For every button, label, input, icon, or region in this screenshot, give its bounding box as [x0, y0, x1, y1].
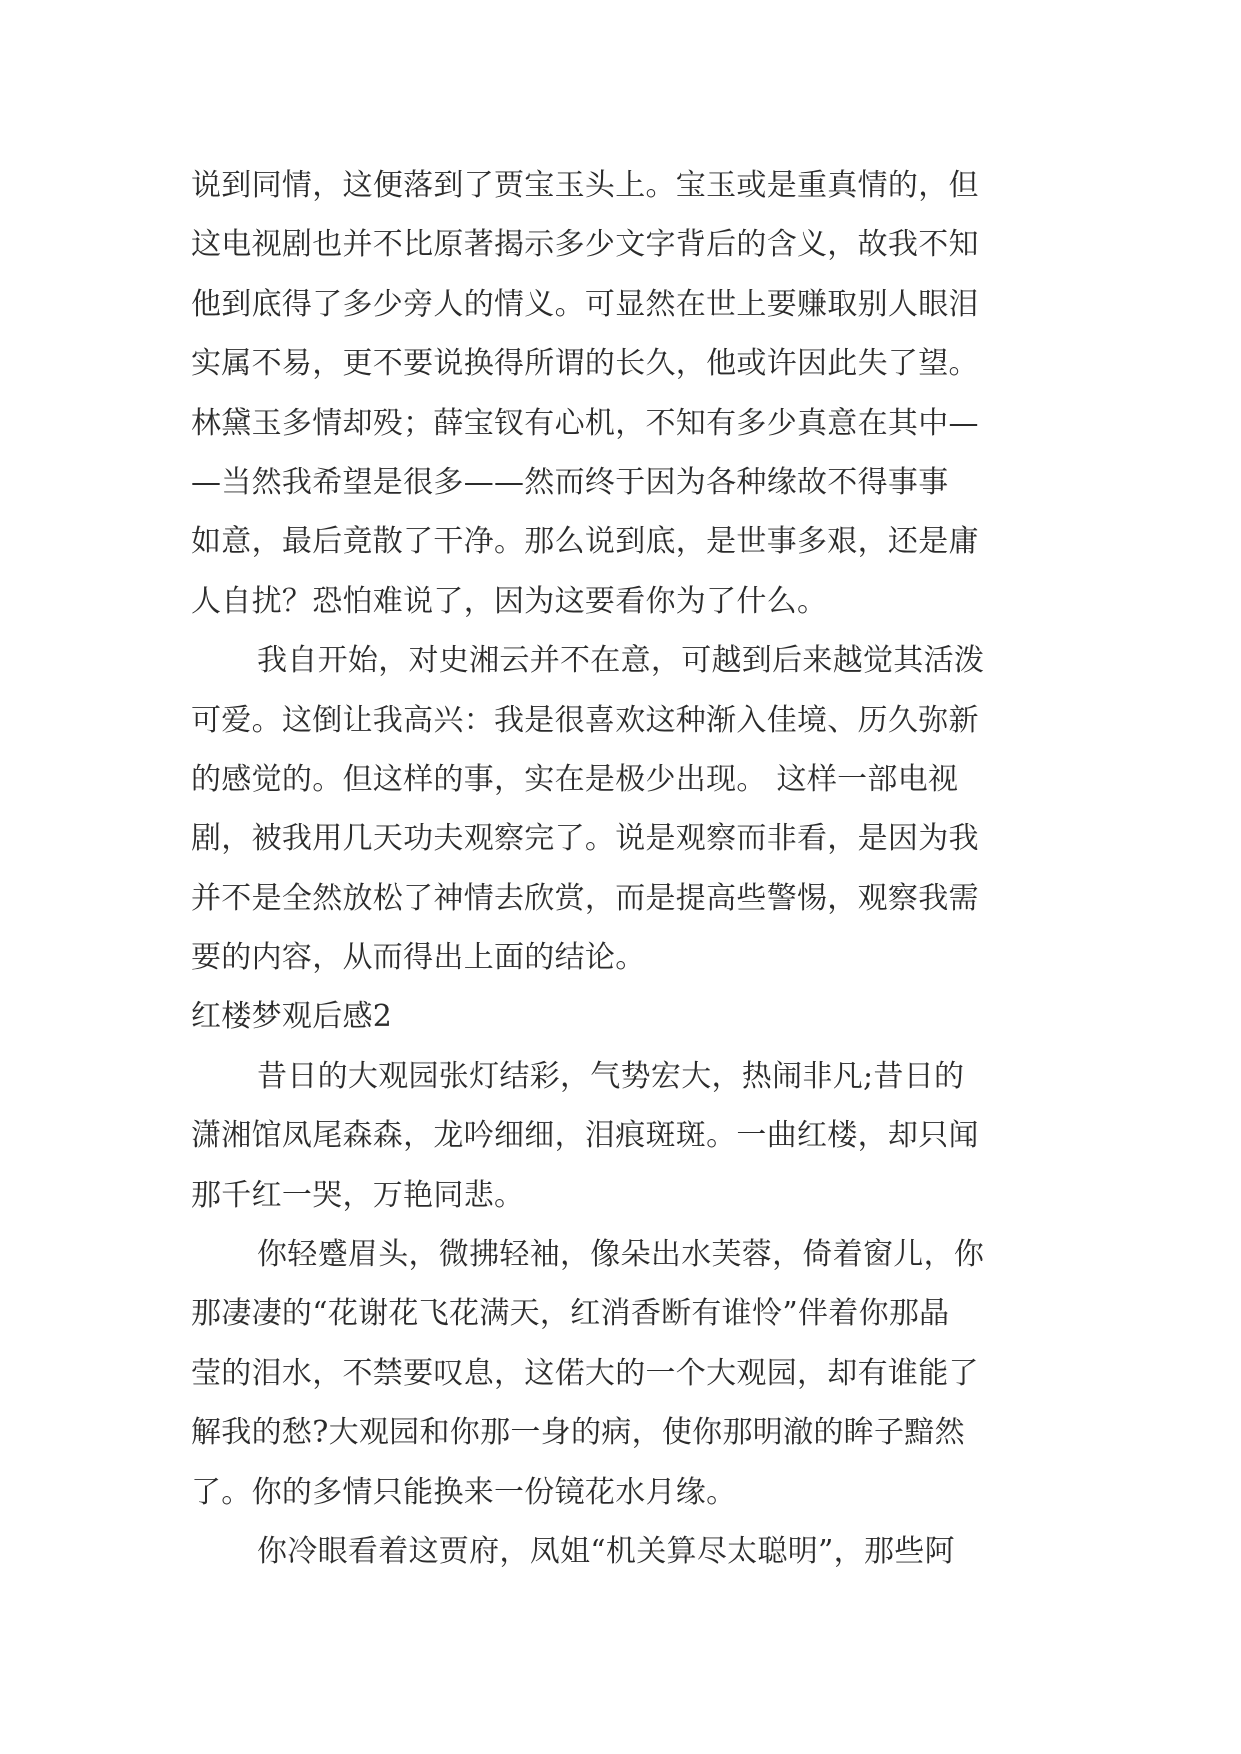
text-line: 解我的愁?大观园和你那一身的病，使你那明澈的眸子黯然 [191, 1415, 965, 1451]
text-line: 要的内容，从而得出上面的结论。 [191, 940, 646, 976]
text-line: 潇湘馆凤尾森森，龙吟细细，泪痕斑斑。一曲红楼，却只闻 [191, 1118, 979, 1154]
text-line: 的感觉的。但这样的事，实在是极少出现。 这样一部电视 [191, 761, 959, 797]
text-line: 如意，最后竟散了干净。那么说到底，是世事多艰，还是庸 [191, 524, 979, 560]
text-line: 莹的泪水，不禁要叹息，这偌大的一个大观园，却有谁能了 [191, 1355, 979, 1391]
text-line: 实属不易，更不要说换得所谓的长久，他或许因此失了望。 [191, 346, 979, 382]
text-line: 并不是全然放松了神情去欣赏，而是提高些警惕，观察我需 [191, 880, 979, 916]
text-line: 那千红一哭，万艳同悲。 [191, 1177, 525, 1213]
text-line: 剧，被我用几天功夫观察完了。说是观察而非看，是因为我 [191, 821, 979, 857]
paragraph-start-line: 昔日的大观园张灯结彩，气势宏大，热闹非凡;昔日的 [257, 1058, 965, 1094]
section-heading: 红楼梦观后感2 [191, 999, 393, 1035]
text-line: 说到同情，这便落到了贾宝玉头上。宝玉或是重真情的，但 [191, 168, 979, 203]
text-line: 林黛玉多情却殁；薛宝钗有心机，不知有多少真意在其中— [191, 405, 979, 441]
document-body [191, 156, 1091, 1581]
paragraph-start-line: 你冷眼看着这贾府，凤姐“机关算尽太聪明”，那些阿 [257, 1533, 955, 1569]
text-line: 可爱。这倒让我高兴：我是很喜欢这种渐入佳境、历久弥新 [191, 702, 979, 738]
text-line: 那凄凄的“花谢花飞花满天，红消香断有谁怜”伴着你那晶 [191, 1296, 950, 1332]
text-line: 他到底得了多少旁人的情义。可显然在世上要赚取别人眼泪 [191, 286, 979, 322]
text-line: 这电视剧也并不比原著揭示多少文字背后的含义，故我不知 [191, 227, 979, 263]
paragraph-start-line: 你轻蹙眉头，微拂轻袖，像朵出水芙蓉，倚着窗儿，你 [257, 1237, 985, 1273]
text-line: 了。你的多情只能换来一份镜花水月缘。 [191, 1474, 737, 1510]
paragraph-start-line: 我自开始，对史湘云并不在意，可越到后来越觉其活泼 [257, 643, 985, 679]
text-line: 人自扰？恐怕难说了，因为这要看你为了什么。 [191, 583, 828, 619]
text-line: —当然我希望是很多——然而终于因为各种缘故不得事事 [191, 464, 949, 500]
